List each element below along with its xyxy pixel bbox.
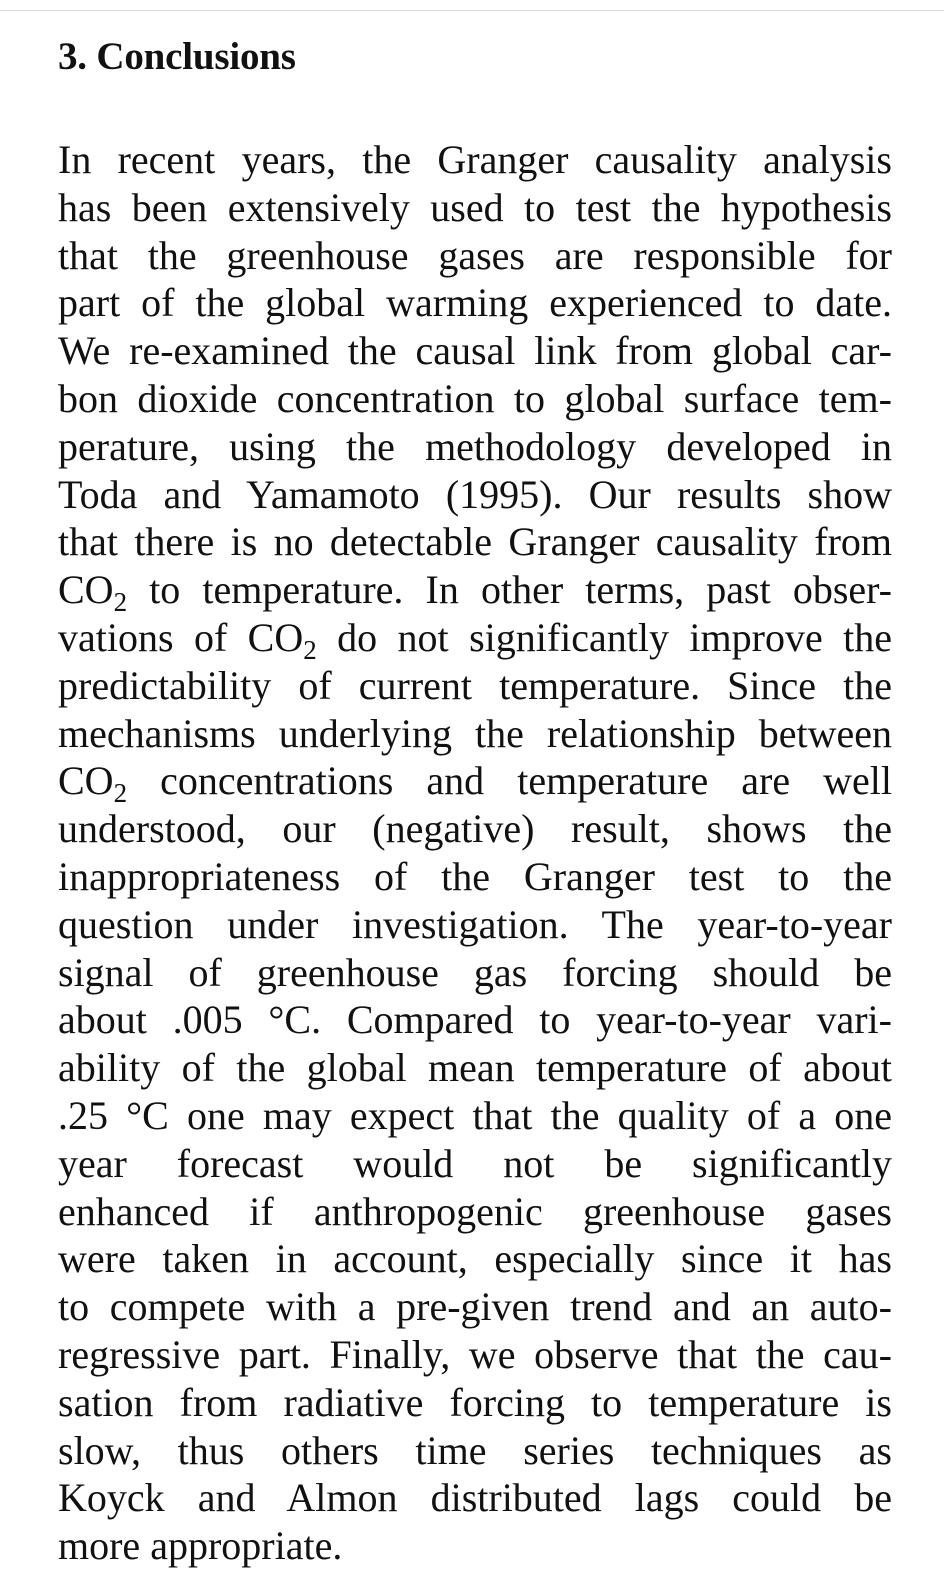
- text-line: [58, 1283, 892, 1331]
- text-segment: predictability of current temperature. Since the: [58, 662, 892, 708]
- conclusions-section: [58, 34, 892, 1570]
- text-line: [58, 662, 892, 710]
- text-segment: signal of greenhouse gas forcing should be: [58, 949, 892, 995]
- text-segment: mechanisms underlying the relationship between: [58, 710, 892, 756]
- text-segment: CO: [58, 758, 114, 804]
- text-line: [58, 1140, 892, 1188]
- text-line: [58, 1092, 892, 1140]
- text-line: [58, 471, 892, 519]
- text-line: [58, 1188, 892, 1236]
- text-line: [58, 232, 892, 280]
- text-segment: CO: [58, 567, 114, 613]
- text-line: [58, 1331, 892, 1379]
- text-segment: ability of the global mean temperature of about: [58, 1045, 892, 1091]
- text-segment: In recent years, the Granger causality analysis: [58, 137, 892, 182]
- text-segment: perature, using the methodology developed in: [58, 423, 892, 469]
- text-line: [58, 1427, 892, 1475]
- text-line: [58, 996, 892, 1044]
- text-segment: Koyck and Almon distributed lags could be: [58, 1475, 892, 1521]
- text-segment: were taken in account, especially since it has: [58, 1236, 892, 1282]
- text-segment: slow, thus others time series techniques as: [58, 1427, 892, 1473]
- text-line: [58, 614, 893, 665]
- text-line: [58, 327, 892, 375]
- text-segment: that there is no detectable Granger causality from: [58, 519, 892, 565]
- text-segment: .25 °C one may expect that the quality of a one: [58, 1092, 892, 1138]
- text-segment: sation from radiative forcing to temperature is: [58, 1379, 892, 1425]
- text-line: [58, 375, 892, 423]
- text-line: [58, 1044, 892, 1092]
- text-segment: Toda and Yamamoto (1995). Our results show: [58, 471, 892, 517]
- text-line: [58, 949, 892, 997]
- text-segment: more appropriate.: [58, 1523, 343, 1569]
- text-line: [58, 566, 892, 618]
- text-line: [58, 1522, 892, 1570]
- text-segment: vations of CO: [58, 614, 304, 660]
- subscript: 2: [113, 587, 128, 618]
- text-line: [58, 853, 892, 901]
- text-line: [58, 710, 892, 758]
- text-segment: about .005 °C. Compared to year-to-year vari-: [58, 997, 892, 1043]
- text-line: [58, 423, 892, 471]
- text-line: [58, 136, 892, 184]
- text-line: [58, 1235, 892, 1283]
- subscript: 2: [303, 634, 317, 665]
- text-segment: to temperature. In other terms, past obser-: [127, 567, 892, 613]
- text-line: [58, 279, 892, 327]
- text-segment: inappropriateness of the Granger test to the: [58, 853, 892, 899]
- text-segment: that the greenhouse gases are responsible for: [58, 232, 892, 278]
- text-segment: regressive part. Finally, we observe that the cau-: [58, 1331, 892, 1377]
- text-segment: enhanced if anthropogenic greenhouse gases: [58, 1188, 892, 1234]
- text-segment: understood, our (negative) result, shows the: [58, 806, 892, 852]
- text-segment: part of the global warming experienced to date.: [58, 280, 892, 326]
- section-heading: 3. Conclusions: [58, 35, 296, 78]
- text-segment: do not significantly improve the: [316, 614, 893, 660]
- text-segment: question under investigation. The year-to-year: [58, 901, 892, 947]
- text-segment: to compete with a pre-given trend and an auto-: [58, 1284, 892, 1330]
- text-line: [58, 518, 892, 566]
- text-segment: concentrations and temperature are well: [127, 758, 892, 804]
- text-line: [58, 805, 892, 853]
- text-segment: year forecast would not be significantly: [58, 1140, 892, 1186]
- text-line: [58, 184, 892, 232]
- text-line: [58, 1474, 892, 1522]
- text-segment: bon dioxide concentration to global surface tem-: [58, 375, 892, 421]
- text-line: [58, 901, 892, 949]
- text-line: [58, 1379, 892, 1427]
- conclusions-paragraph: [58, 136, 892, 1570]
- text-segment: has been extensively used to test the hypothesis: [58, 184, 892, 230]
- subscript: 2: [113, 778, 128, 809]
- top-divider: [0, 10, 944, 11]
- text-line: [58, 757, 892, 809]
- text-segment: We re-examined the causal link from global car-: [58, 328, 892, 374]
